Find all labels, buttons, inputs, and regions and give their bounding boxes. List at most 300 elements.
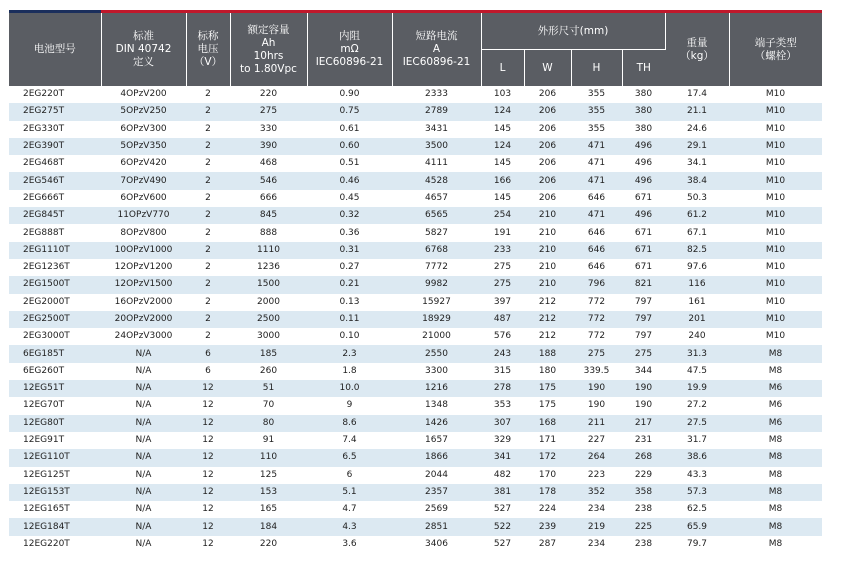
- table-row: [9, 155, 822, 172]
- cell-total-height: 797: [622, 311, 665, 328]
- cell-voltage: 2: [186, 155, 230, 172]
- header-resistance-line2: mΩ: [340, 43, 359, 55]
- cell-capacity: 185: [230, 345, 307, 362]
- header-current: [392, 13, 481, 86]
- table-row: [9, 518, 822, 535]
- cell-height: 219: [571, 518, 622, 535]
- cell-height: 234: [571, 501, 622, 518]
- cell-weight: 24.6: [665, 121, 729, 138]
- cell-width: 175: [524, 380, 571, 397]
- cell-height: 227: [571, 432, 622, 449]
- cell-capacity: 1236: [230, 259, 307, 276]
- cell-total-height: 671: [622, 242, 665, 259]
- cell-model: 12EG51T: [9, 380, 101, 397]
- table-row: [9, 294, 822, 311]
- cell-voltage: 6: [186, 363, 230, 380]
- header-voltage-line3: （V）: [193, 56, 223, 68]
- cell-total-height: 496: [622, 172, 665, 189]
- cell-width: 178: [524, 484, 571, 501]
- cell-weight: 34.1: [665, 155, 729, 172]
- cell-length: 527: [481, 536, 524, 553]
- cell-height: 352: [571, 484, 622, 501]
- cell-total-height: 238: [622, 501, 665, 518]
- cell-voltage: 2: [186, 190, 230, 207]
- cell-length: 233: [481, 242, 524, 259]
- cell-short-circuit-current: 4111: [392, 155, 481, 172]
- cell-resistance: 8.6: [307, 415, 392, 432]
- header-weight: [665, 13, 729, 86]
- header-current-line2: A: [432, 43, 441, 55]
- cell-capacity: 1500: [230, 276, 307, 293]
- cell-capacity: 666: [230, 190, 307, 207]
- cell-short-circuit-current: 1426: [392, 415, 481, 432]
- header-capacity-line4: to 1.80Vpc: [240, 62, 297, 75]
- table-row: [9, 86, 822, 103]
- table-row: [9, 207, 822, 224]
- cell-weight: 31.3: [665, 345, 729, 362]
- cell-width: 171: [524, 432, 571, 449]
- cell-voltage: 2: [186, 259, 230, 276]
- cell-width: 180: [524, 363, 571, 380]
- cell-model: 12EG165T: [9, 501, 101, 518]
- cell-model: 2EG390T: [9, 138, 101, 155]
- cell-standard: N/A: [101, 518, 186, 535]
- cell-standard: 12OPzV1200: [101, 259, 186, 276]
- cell-model: 12EG80T: [9, 415, 101, 432]
- cell-resistance: 6: [307, 467, 392, 484]
- cell-weight: 19.9: [665, 380, 729, 397]
- cell-height: 772: [571, 294, 622, 311]
- cell-weight: 38.6: [665, 449, 729, 466]
- header-terminal-line1: 端子类型: [754, 36, 797, 49]
- cell-standard: N/A: [101, 415, 186, 432]
- cell-length: 487: [481, 311, 524, 328]
- header-weight-line2: （kg）: [680, 49, 714, 62]
- header-current-line1: 短路电流: [415, 30, 458, 42]
- header-dimensions-label: 外形尺寸(mm): [537, 24, 609, 37]
- cell-total-height: 496: [622, 207, 665, 224]
- cell-standard: 24OPzV3000: [101, 328, 186, 345]
- cell-voltage: 2: [186, 276, 230, 293]
- cell-standard: 6OPzV420: [101, 155, 186, 172]
- table-row: [9, 484, 822, 501]
- cell-model: 2EG330T: [9, 121, 101, 138]
- cell-length: 341: [481, 449, 524, 466]
- cell-voltage: 2: [186, 294, 230, 311]
- cell-length: 522: [481, 518, 524, 535]
- cell-voltage: 2: [186, 103, 230, 120]
- table-row: [9, 363, 822, 380]
- cell-length: 381: [481, 484, 524, 501]
- header-standard-line1: 标准: [133, 30, 154, 42]
- cell-terminal: M10: [729, 86, 822, 103]
- cell-length: 124: [481, 103, 524, 120]
- cell-resistance: 0.61: [307, 121, 392, 138]
- cell-resistance: 3.6: [307, 536, 392, 553]
- cell-model: 2EG1110T: [9, 242, 101, 259]
- cell-terminal: M10: [729, 294, 822, 311]
- cell-model: 12EG184T: [9, 518, 101, 535]
- cell-width: 188: [524, 345, 571, 362]
- cell-total-height: 344: [622, 363, 665, 380]
- header-dim-l: L: [481, 50, 524, 87]
- cell-total-height: 380: [622, 103, 665, 120]
- cell-model: 2EG546T: [9, 172, 101, 189]
- cell-voltage: 2: [186, 224, 230, 241]
- cell-standard: 12OPzV1500: [101, 276, 186, 293]
- cell-capacity: 80: [230, 415, 307, 432]
- cell-terminal: M8: [729, 501, 822, 518]
- cell-voltage: 12: [186, 415, 230, 432]
- cell-weight: 27.5: [665, 415, 729, 432]
- cell-width: 206: [524, 103, 571, 120]
- header-dimensions: [481, 13, 665, 50]
- cell-short-circuit-current: 4528: [392, 172, 481, 189]
- cell-model: 2EG468T: [9, 155, 101, 172]
- header-voltage-line2: 电压: [197, 43, 219, 55]
- cell-standard: N/A: [101, 345, 186, 362]
- table-row: [9, 276, 822, 293]
- cell-short-circuit-current: 2333: [392, 86, 481, 103]
- cell-model: 2EG845T: [9, 207, 101, 224]
- cell-model: 2EG220T: [9, 86, 101, 103]
- cell-short-circuit-current: 2851: [392, 518, 481, 535]
- cell-short-circuit-current: 3406: [392, 536, 481, 553]
- cell-width: 210: [524, 224, 571, 241]
- cell-terminal: M10: [729, 276, 822, 293]
- cell-height: 223: [571, 467, 622, 484]
- cell-short-circuit-current: 15927: [392, 294, 481, 311]
- cell-capacity: 546: [230, 172, 307, 189]
- header-model-label: 电池型号: [33, 43, 76, 55]
- cell-resistance: 0.11: [307, 311, 392, 328]
- header-capacity: [230, 13, 307, 86]
- cell-resistance: 0.27: [307, 259, 392, 276]
- cell-weight: 38.4: [665, 172, 729, 189]
- cell-terminal: M10: [729, 242, 822, 259]
- table-row: [9, 259, 822, 276]
- table-row: [9, 415, 822, 432]
- table-row: [9, 328, 822, 345]
- cell-weight: 67.1: [665, 224, 729, 241]
- cell-resistance: 7.4: [307, 432, 392, 449]
- cell-short-circuit-current: 1657: [392, 432, 481, 449]
- cell-standard: N/A: [101, 467, 186, 484]
- table-row: [9, 190, 822, 207]
- cell-weight: 17.4: [665, 86, 729, 103]
- cell-capacity: 220: [230, 536, 307, 553]
- cell-capacity: 153: [230, 484, 307, 501]
- header-voltage: [186, 13, 230, 86]
- cell-resistance: 6.5: [307, 449, 392, 466]
- cell-weight: 82.5: [665, 242, 729, 259]
- cell-height: 339.5: [571, 363, 622, 380]
- cell-short-circuit-current: 3300: [392, 363, 481, 380]
- cell-height: 471: [571, 207, 622, 224]
- header-terminal: [729, 13, 822, 86]
- cell-capacity: 125: [230, 467, 307, 484]
- cell-width: 212: [524, 294, 571, 311]
- cell-resistance: 0.13: [307, 294, 392, 311]
- cell-short-circuit-current: 2550: [392, 345, 481, 362]
- cell-total-height: 671: [622, 190, 665, 207]
- cell-length: 329: [481, 432, 524, 449]
- cell-capacity: 330: [230, 121, 307, 138]
- cell-length: 397: [481, 294, 524, 311]
- cell-resistance: 1.8: [307, 363, 392, 380]
- cell-capacity: 260: [230, 363, 307, 380]
- cell-resistance: 10.0: [307, 380, 392, 397]
- cell-weight: 201: [665, 311, 729, 328]
- cell-height: 275: [571, 345, 622, 362]
- cell-weight: 29.1: [665, 138, 729, 155]
- header-resistance-line1: 内阻: [339, 30, 360, 42]
- cell-terminal: M10: [729, 207, 822, 224]
- cell-terminal: M8: [729, 363, 822, 380]
- cell-total-height: 671: [622, 259, 665, 276]
- cell-resistance: 0.46: [307, 172, 392, 189]
- cell-capacity: 1110: [230, 242, 307, 259]
- cell-height: 190: [571, 380, 622, 397]
- cell-resistance: 0.90: [307, 86, 392, 103]
- cell-voltage: 12: [186, 484, 230, 501]
- cell-height: 796: [571, 276, 622, 293]
- cell-resistance: 0.31: [307, 242, 392, 259]
- cell-width: 206: [524, 155, 571, 172]
- cell-width: 206: [524, 121, 571, 138]
- cell-terminal: M10: [729, 311, 822, 328]
- cell-width: 168: [524, 415, 571, 432]
- cell-resistance: 0.10: [307, 328, 392, 345]
- cell-standard: N/A: [101, 432, 186, 449]
- cell-length: 243: [481, 345, 524, 362]
- cell-total-height: 217: [622, 415, 665, 432]
- header-model: [9, 13, 101, 86]
- cell-width: 206: [524, 138, 571, 155]
- cell-length: 166: [481, 172, 524, 189]
- cell-width: 212: [524, 328, 571, 345]
- cell-voltage: 2: [186, 138, 230, 155]
- cell-width: 210: [524, 259, 571, 276]
- cell-height: 772: [571, 311, 622, 328]
- cell-height: 471: [571, 172, 622, 189]
- cell-length: 103: [481, 86, 524, 103]
- cell-terminal: M10: [729, 224, 822, 241]
- table-header: [9, 10, 822, 86]
- header-standard-line2: DIN 40742: [115, 43, 172, 55]
- cell-height: 646: [571, 259, 622, 276]
- cell-short-circuit-current: 6768: [392, 242, 481, 259]
- table-row: [9, 501, 822, 518]
- cell-weight: 50.3: [665, 190, 729, 207]
- cell-model: 12EG110T: [9, 449, 101, 466]
- cell-short-circuit-current: 3500: [392, 138, 481, 155]
- cell-standard: 10OPzV1000: [101, 242, 186, 259]
- cell-total-height: 380: [622, 86, 665, 103]
- cell-height: 471: [571, 138, 622, 155]
- cell-voltage: 12: [186, 380, 230, 397]
- cell-capacity: 845: [230, 207, 307, 224]
- cell-model: 6EG260T: [9, 363, 101, 380]
- header-weight-line1: 重量: [686, 36, 708, 49]
- cell-total-height: 190: [622, 380, 665, 397]
- cell-length: 576: [481, 328, 524, 345]
- cell-length: 275: [481, 276, 524, 293]
- cell-weight: 161: [665, 294, 729, 311]
- cell-capacity: 220: [230, 86, 307, 103]
- header-resistance: [307, 13, 392, 86]
- cell-length: 145: [481, 121, 524, 138]
- cell-total-height: 496: [622, 138, 665, 155]
- cell-capacity: 51: [230, 380, 307, 397]
- cell-capacity: 3000: [230, 328, 307, 345]
- cell-terminal: M8: [729, 518, 822, 535]
- cell-standard: N/A: [101, 501, 186, 518]
- cell-height: 234: [571, 536, 622, 553]
- cell-width: 210: [524, 276, 571, 293]
- cell-capacity: 165: [230, 501, 307, 518]
- cell-weight: 61.2: [665, 207, 729, 224]
- cell-weight: 21.1: [665, 103, 729, 120]
- table-row: [9, 449, 822, 466]
- cell-height: 264: [571, 449, 622, 466]
- table-row: [9, 242, 822, 259]
- cell-width: 210: [524, 207, 571, 224]
- table-row: [9, 536, 822, 553]
- cell-width: 210: [524, 242, 571, 259]
- cell-weight: 62.5: [665, 501, 729, 518]
- cell-resistance: 0.36: [307, 224, 392, 241]
- header-standard: [101, 13, 186, 86]
- cell-model: 12EG70T: [9, 397, 101, 414]
- cell-length: 482: [481, 467, 524, 484]
- cell-short-circuit-current: 7772: [392, 259, 481, 276]
- cell-terminal: M6: [729, 397, 822, 414]
- cell-short-circuit-current: 2789: [392, 103, 481, 120]
- cell-standard: N/A: [101, 484, 186, 501]
- cell-terminal: M10: [729, 121, 822, 138]
- cell-voltage: 6: [186, 345, 230, 362]
- cell-short-circuit-current: 18929: [392, 311, 481, 328]
- cell-width: 224: [524, 501, 571, 518]
- header-dim-h: H: [571, 50, 622, 87]
- cell-length: 145: [481, 190, 524, 207]
- cell-height: 190: [571, 397, 622, 414]
- cell-capacity: 91: [230, 432, 307, 449]
- cell-width: 206: [524, 86, 571, 103]
- cell-model: 6EG185T: [9, 345, 101, 362]
- cell-height: 355: [571, 103, 622, 120]
- table-row: [9, 311, 822, 328]
- cell-short-circuit-current: 2357: [392, 484, 481, 501]
- cell-model: 2EG3000T: [9, 328, 101, 345]
- cell-terminal: M8: [729, 449, 822, 466]
- cell-model: 12EG125T: [9, 467, 101, 484]
- cell-voltage: 2: [186, 311, 230, 328]
- cell-capacity: 468: [230, 155, 307, 172]
- cell-width: 170: [524, 467, 571, 484]
- cell-standard: 8OPzV800: [101, 224, 186, 241]
- cell-width: 172: [524, 449, 571, 466]
- table-row: [9, 103, 822, 120]
- cell-weight: 43.3: [665, 467, 729, 484]
- cell-length: 275: [481, 259, 524, 276]
- cell-resistance: 5.1: [307, 484, 392, 501]
- cell-standard: 6OPzV600: [101, 190, 186, 207]
- cell-standard: N/A: [101, 363, 186, 380]
- cell-terminal: M10: [729, 190, 822, 207]
- cell-capacity: 390: [230, 138, 307, 155]
- cell-terminal: M8: [729, 432, 822, 449]
- cell-voltage: 2: [186, 172, 230, 189]
- cell-standard: 16OPzV2000: [101, 294, 186, 311]
- cell-standard: 5OPzV250: [101, 103, 186, 120]
- cell-terminal: M10: [729, 172, 822, 189]
- cell-model: 2EG275T: [9, 103, 101, 120]
- cell-length: 307: [481, 415, 524, 432]
- table-row: [9, 432, 822, 449]
- cell-total-height: 238: [622, 536, 665, 553]
- cell-voltage: 2: [186, 121, 230, 138]
- cell-length: 145: [481, 155, 524, 172]
- cell-short-circuit-current: 5827: [392, 224, 481, 241]
- cell-standard: 11OPzV770: [101, 207, 186, 224]
- cell-voltage: 2: [186, 86, 230, 103]
- cell-weight: 97.6: [665, 259, 729, 276]
- cell-resistance: 0.45: [307, 190, 392, 207]
- cell-capacity: 275: [230, 103, 307, 120]
- cell-weight: 57.3: [665, 484, 729, 501]
- cell-terminal: M8: [729, 484, 822, 501]
- cell-standard: N/A: [101, 536, 186, 553]
- cell-voltage: 2: [186, 242, 230, 259]
- cell-weight: 31.7: [665, 432, 729, 449]
- cell-standard: 20OPzV2000: [101, 311, 186, 328]
- header-dim-w: W: [524, 50, 571, 87]
- cell-height: 646: [571, 242, 622, 259]
- cell-terminal: M10: [729, 328, 822, 345]
- cell-capacity: 110: [230, 449, 307, 466]
- cell-length: 124: [481, 138, 524, 155]
- table-row: [9, 121, 822, 138]
- battery-spec-table: [9, 10, 822, 553]
- cell-total-height: 229: [622, 467, 665, 484]
- cell-resistance: 4.7: [307, 501, 392, 518]
- cell-width: 206: [524, 190, 571, 207]
- cell-capacity: 184: [230, 518, 307, 535]
- cell-model: 2EG1500T: [9, 276, 101, 293]
- header-capacity-line2: Ah: [261, 36, 276, 49]
- cell-terminal: M6: [729, 415, 822, 432]
- table-row: [9, 345, 822, 362]
- cell-resistance: 0.51: [307, 155, 392, 172]
- cell-height: 646: [571, 190, 622, 207]
- cell-width: 287: [524, 536, 571, 553]
- cell-height: 355: [571, 86, 622, 103]
- cell-voltage: 2: [186, 328, 230, 345]
- cell-voltage: 12: [186, 449, 230, 466]
- cell-resistance: 9: [307, 397, 392, 414]
- cell-resistance: 0.32: [307, 207, 392, 224]
- cell-resistance: 2.3: [307, 345, 392, 362]
- cell-capacity: 2500: [230, 311, 307, 328]
- table-row: [9, 397, 822, 414]
- cell-short-circuit-current: 3431: [392, 121, 481, 138]
- cell-width: 239: [524, 518, 571, 535]
- cell-model: 12EG91T: [9, 432, 101, 449]
- cell-weight: 79.7: [665, 536, 729, 553]
- cell-total-height: 190: [622, 397, 665, 414]
